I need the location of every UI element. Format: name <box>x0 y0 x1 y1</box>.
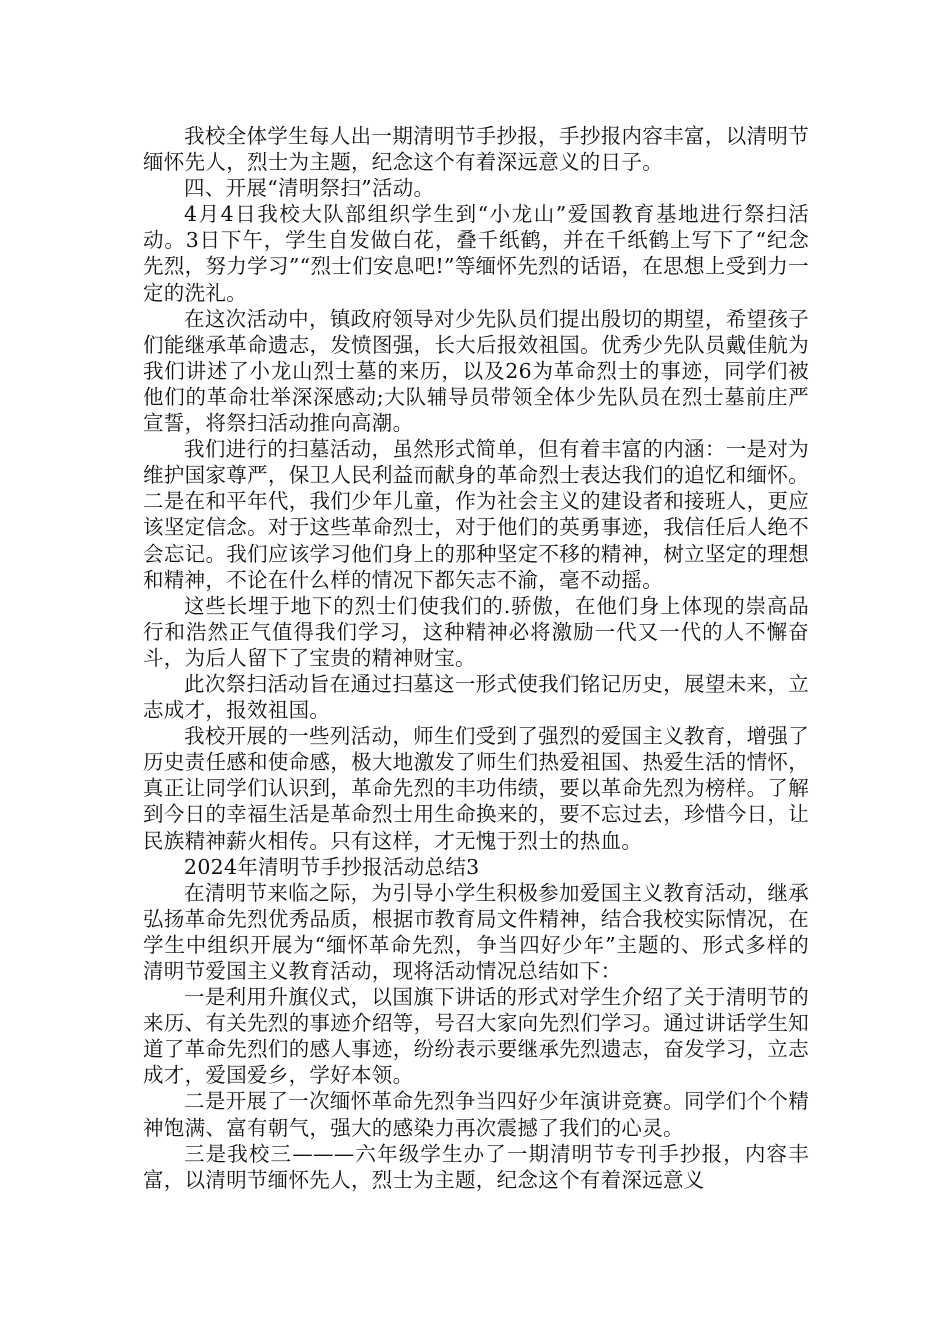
paragraph: 三是我校三———六年级学生办了一期清明节专刊手抄报，内容丰富，以清明节缅怀先人，烈士为主题，纪念这个有着深远意义 <box>143 1141 809 1192</box>
paragraph: 4月4日我校大队部组织学生到“小龙山”爱国教育基地进行祭扫活动。3日下午，学生自发做白花，叠千纸鹤，并在千纸鹤上写下了“纪念先烈，努力学习”“烈士们安息吧!”等缅怀先烈的话语，在思想上受到力一定的洗礼。 <box>143 202 809 305</box>
document-body <box>143 123 809 1193</box>
paragraph: 我们进行的扫墓活动，虽然形式简单，但有着丰富的内涵：一是对为维护国家尊严，保卫人民利益而献身的革命烈士表达我们的追忆和缅怀。二是在和平年代，我们少年儿童，作为社会主义的建设者和接班人，更应该坚定信念。对于这些革命烈士，对于他们的英勇事迹，我信任后人绝不会忘记。我们应该学习他们身上的那种坚定不移的精神，树立坚定的理想和精神，不论在什么样的情况下都矢志不渝，毫不动摇。 <box>143 437 809 592</box>
section-heading: 2024年清明节手抄报活动总结3 <box>184 854 480 879</box>
paragraph: 二是开展了一次缅怀革命先烈争当四好少年演讲竞赛。同学们个个精神饱满、富有朝气，强大的感染力再次震撼了我们的心灵。 <box>143 1089 809 1140</box>
paragraph: 我校全体学生每人出一期清明节手抄报，手抄报内容丰富，以清明节缅怀先人，烈士为主题，纪念这个有着深远意义的日子。 <box>143 124 809 175</box>
section-heading: 四、开展“清明祭扫”活动。 <box>184 176 435 201</box>
paragraph: 在这次活动中，镇政府领导对少先队员们提出殷切的期望，希望孩子们能继承革命遗志，发愤图强，长大后报效祖国。优秀少先队员戴佳航为我们讲述了小龙山烈士墓的来历，以及26为革命烈士的事迹，同学们被他们的革命壮举深深感动;大队辅导员带领全体少先队员在烈士墓前庄严宣誓，将祭扫活动推向高潮。 <box>143 306 809 436</box>
paragraph: 在清明节来临之际，为引导小学生积极参加爱国主义教育活动，继承弘扬革命先烈优秀品质，根据市教育局文件精神，结合我校实际情况，在学生中组织开展为“缅怀革命先烈，争当四好少年”主题的、形式多样的清明节爱国主义教育活动，现将活动情况总结如下： <box>143 880 809 983</box>
paragraph: 此次祭扫活动旨在通过扫墓这一形式使我们铭记历史，展望未来，立志成才，报效祖国。 <box>143 671 809 723</box>
paragraph: 我校开展的一些列活动，师生们受到了强烈的爱国主义教育，增强了历史责任感和使命感，极大地激发了师生们热爱祖国、热爱生活的情怀，真正让同学们认识到，革命先烈的丰功伟绩，要以革命先烈为榜样。了解到今日的幸福生活是革命烈士用生命换来的，要不忘过去，珍惜今日，让民族精神薪火相传。只有这样，才无愧于烈士的热血。 <box>143 724 809 853</box>
paragraph: 这些长埋于地下的烈士们使我们的.骄傲，在他们身上体现的崇高品行和浩然正气值得我们学习，这种精神必将激励一代又一代的人不懈奋斗，为后人留下了宝贵的精神财宝。 <box>143 593 809 670</box>
paragraph: 一是利用升旗仪式，以国旗下讲话的形式对学生介绍了关于清明节的来历、有关先烈的事迹介绍等，号召大家向先烈们学习。通过讲话学生知道了革命先烈们的感人事迹，纷纷表示要继承先烈遗志，奋发学习，立志成才，爱国爱乡，学好本领。 <box>143 985 809 1088</box>
